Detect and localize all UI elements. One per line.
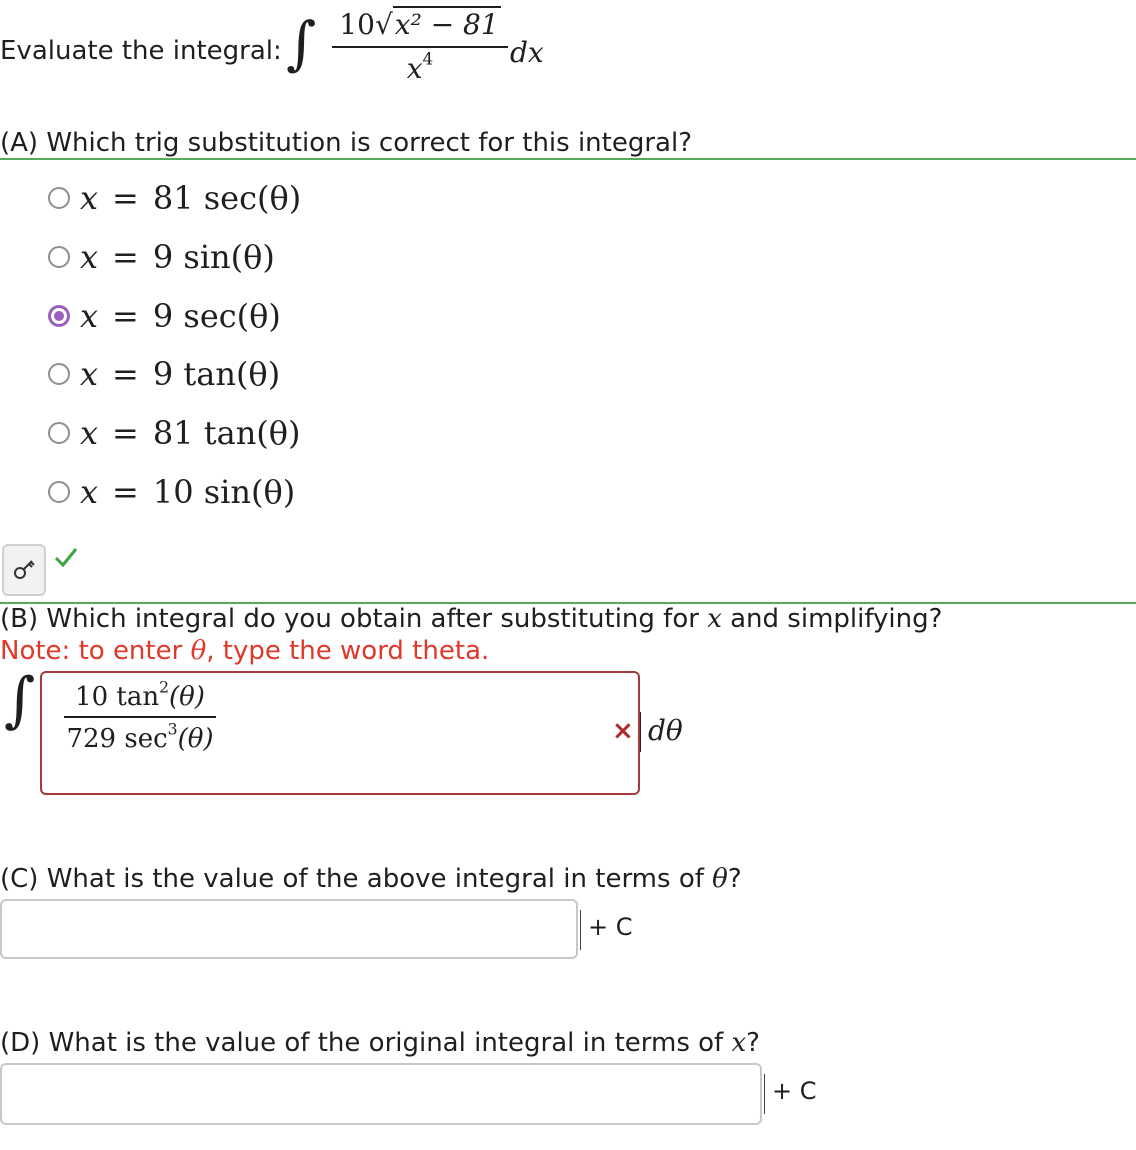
option-eq: = [112,297,139,335]
note-var: θ [190,636,207,666]
option-label: 9 sec(θ) [152,297,281,335]
denominator-arg: (θ) [177,724,214,754]
option-eq: = [112,238,139,276]
problem-prompt: Evaluate the integral: [0,36,282,66]
part-c-title-text: (C) What is the value of the above integral in terms of [0,864,713,894]
denominator-power: 3 [167,720,178,739]
option-label: 9 tan(θ) [152,355,281,393]
option-label: 81 tan(θ) [152,414,301,452]
integrand-denominator: x [406,52,423,85]
option-eq: = [112,179,139,217]
separator [764,1074,765,1114]
option-5[interactable] [48,413,301,453]
option-6[interactable] [48,472,295,512]
part-d-title-var: x [731,1028,747,1058]
part-d-title-text: (D) What is the value of the original integral in terms of [0,1028,732,1058]
part-c-title-text-end: ? [727,864,742,894]
integrand-fraction [332,6,508,85]
part-d-title-text-end: ? [746,1028,760,1058]
part-c-title-var: θ [712,864,728,894]
radio-button-selected[interactable] [48,305,70,327]
part-b-title-var: x [707,604,722,634]
option-label: 81 sec(θ) [152,179,302,217]
denominator-coef: 729 sec [66,724,168,754]
option-var: x [80,414,99,452]
part-c-input[interactable] [0,899,578,959]
option-eq: = [112,473,139,511]
fraction-bar [332,46,508,48]
option-var: x [80,179,99,217]
integrand-coefficient: 10 [339,8,375,41]
integrand-differential: dx [510,36,544,69]
separator [640,712,641,752]
x-mark-icon: × [612,716,634,746]
key-icon [11,557,37,583]
note-text: Note: to enter [0,636,191,666]
option-eq: = [112,355,139,393]
part-b-differential: dθ [648,714,683,747]
answer-fraction-bar [64,716,216,718]
integral-sign-b: ∫ [4,665,36,735]
option-label: 10 sin(θ) [152,473,296,511]
part-d-title [0,1028,760,1058]
option-var: x [80,297,99,335]
answer-denominator [64,720,216,754]
radio-button[interactable] [48,481,70,503]
part-d-input[interactable] [0,1063,762,1125]
integrand-radicand: x² − 81 [394,8,499,41]
radio-button[interactable] [48,363,70,385]
part-b-title-text-end: and simplifying? [721,604,943,634]
option-2[interactable] [48,237,275,277]
option-eq: = [112,414,139,452]
sqrt-symbol: √x² − 81 [374,8,499,41]
option-var: x [80,238,99,276]
key-button[interactable] [2,544,46,596]
integrand-denominator-power: 4 [422,48,434,69]
part-b-note [0,636,489,666]
part-c-title [0,864,742,894]
radio-button[interactable] [48,246,70,268]
option-label: 9 sin(θ) [152,238,275,276]
part-c-suffix: + C [588,913,633,941]
option-3[interactable] [48,296,281,336]
part-d-suffix: + C [772,1077,817,1105]
option-4[interactable] [48,354,280,394]
radio-button[interactable] [48,187,70,209]
integral-sign: ∫ [286,9,317,77]
part-b-title-text: (B) Which integral do you obtain after substituting for [0,604,708,634]
answer-numerator [64,678,216,712]
numerator-coef: 10 tan [75,682,160,712]
check-icon [54,546,78,572]
note-text-end: , type the word theta. [206,636,490,666]
part-a-divider [0,158,1136,160]
part-a-title: (A) Which trig substitution is correct for this integral? [0,128,692,158]
part-b-title [0,604,942,634]
option-var: x [80,355,99,393]
numerator-arg: (θ) [169,682,205,712]
radio-button[interactable] [48,422,70,444]
option-var: x [80,473,99,511]
numerator-power: 2 [159,678,169,697]
separator [580,910,581,950]
part-b-answer-fraction [64,678,216,754]
option-1[interactable] [48,178,301,218]
